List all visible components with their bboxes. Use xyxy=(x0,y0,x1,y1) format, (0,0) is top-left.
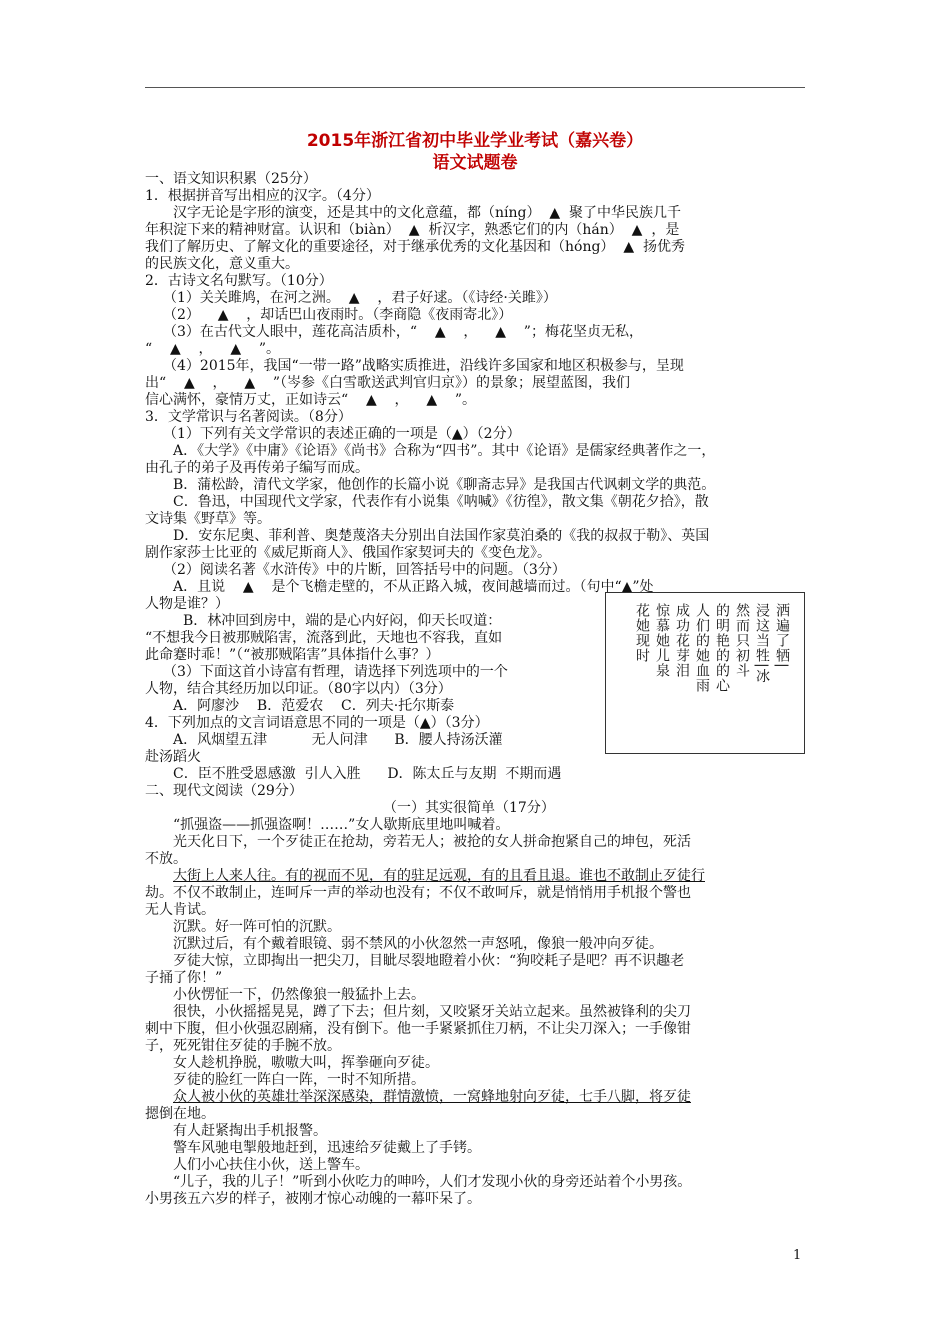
text-line: 年积淀下来的精神财富。认识和（biàn） ▲ 析汉字，熟悉它们的内（hán） ▲ ，是 xyxy=(145,222,680,238)
poem-column: 的明艳的的心 xyxy=(714,603,730,693)
text-line: 的民族文化，意义重大。 xyxy=(145,256,299,272)
text-line: 无人肯试。 xyxy=(145,902,215,918)
text-line: 沉默。好一阵可怕的沉默。 xyxy=(173,919,341,935)
text-line: 沉默过后，有个戴着眼镜、弱不禁风的小伙忽然一声怒吼，像狼一般冲向歹徒。 xyxy=(173,936,663,952)
text-line: 由孔子的弟子及再传弟子编写而成。 xyxy=(145,460,369,476)
poem-column: 人们的她血雨 xyxy=(694,603,710,693)
header-rule xyxy=(145,87,805,88)
text-line: “不想我今日被那贼陷害，流落到此，天地也不容我，直如 xyxy=(145,630,503,646)
text-line: “抓强盗——抓强盗啊！……”女人歇斯底里地叫喊着。 xyxy=(173,817,510,833)
underlined-line: 众人被小伙的英雄壮举深深感染，群情激愤，一窝蜂地射向歹徒，七手八脚，将歹徒 xyxy=(173,1089,691,1105)
question-4: 4．下列加点的文言词语意思不同的一项是（▲）（3分） xyxy=(145,715,489,731)
text-line: 信心满怀，豪情万丈，正如诗云“ ▲ ， ▲ ”。 xyxy=(145,392,477,408)
text-line: 文诗集《野草》等。 xyxy=(145,511,271,527)
question-1: 1．根据拼音写出相应的汉字。（4分） xyxy=(145,188,380,204)
text-line: A．且说 ▲ 是个飞檐走壁的，不从正路入城，夜间越墙而过。（句中“▲”处 xyxy=(173,579,654,595)
text-line: A．风烟望五津 无人问津 B．腰人持汤沃灌 xyxy=(173,732,503,748)
text-line: 剧作家莎士比亚的《威尼斯商人》、俄国作家契诃夫的《变色龙》。 xyxy=(145,545,551,561)
text-line: 劫。不仅不敢制止，连呵斥一声的举动也没有；不仅不敢呵斥，就是悄悄用手机报个警也 xyxy=(145,885,691,901)
underlined-line: 大街上人来人往。有的视而不见，有的驻足远观，有的且看且退。谁也不敢制止歹徒行 xyxy=(173,868,705,884)
page-number: 1 xyxy=(793,1248,802,1263)
option-b: B．蒲松龄，清代文学家，他创作的长篇小说《聊斋志异》是我国古代讽刺文学的典范。 xyxy=(173,477,716,493)
text-line: 出“ ▲ ， ▲ ”（岑参《白雪歌送武判官归京》）的景象；展望蓝图，我们 xyxy=(145,375,631,391)
text-line: B．林冲回到房中，端的是心内好闷，仰天长叹道： xyxy=(183,613,502,629)
text-line: 光天化日下，一个歹徒正在抢劫，旁若无人；被抢的女人拼命抱紧自己的坤包，死活 xyxy=(173,834,691,850)
text-line: （4）2015年，我国“一带一路”战略实质推进，沿线许多国家和地区积极参与，呈现 xyxy=(163,358,684,374)
section-heading: 二、现代文阅读（29分） xyxy=(145,783,303,799)
exam-title: 2015年浙江省初中毕业学业考试（嘉兴卷） xyxy=(306,131,644,151)
text-line: 刺中下腹，但小伙强忍剧痛，没有倒下。他一手紧紧抓住刀柄，不让尖刀深入；一手像钳 xyxy=(145,1021,691,1037)
text-line: （1）下列有关文学常识的表述正确的一项是（▲）（2分） xyxy=(163,426,521,442)
text-line: 女人趁机挣脱，嗷嗷大叫，挥拳砸向歹徒。 xyxy=(173,1055,439,1071)
text-line: 小伙愣怔一下，仍然像狼一般猛扑上去。 xyxy=(173,987,425,1003)
text-line: A．阿廖沙 B．范爱农 C．列夫·托尔斯泰 xyxy=(173,698,455,714)
text-line: （3）下面这首小诗富有哲理，请选择下列选项中的一个 xyxy=(163,664,508,680)
text-line: 此命蹇时乖！”（“被那贼陷害”具体指什么事？） xyxy=(145,647,440,663)
text-line: 歹徒大惊，立即掏出一把尖刀，目眦尽裂地瞪着小伙：“狗咬耗子是吧？再不识趣老 xyxy=(173,953,685,969)
question-3: 3．文学常识与名著阅读。（8分） xyxy=(145,409,352,425)
poem-column: 花她现时 xyxy=(634,603,650,663)
text-line: （3）在古代文人眼中，莲花高洁质朴，“ ▲ ， ▲ ”；梅花坚贞无私， xyxy=(163,324,643,340)
text-line: 小男孩五六岁的样子，被刚才惊心动魄的一幕吓呆了。 xyxy=(145,1191,481,1207)
text-line: C．臣不胜受恩感激 引人入胜 D．陈太丘与友期 不期而遇 xyxy=(173,766,562,782)
text-line: 子，死死钳住歹徒的手腕不放。 xyxy=(145,1038,341,1054)
option-a: A．《大学》《中庸》《论语》《尚书》合称为“四书”。其中《论语》是儒家经典著作之一， xyxy=(173,443,716,459)
text-line: 我们了解历史、了解文化的重要途径，对于继承优秀的文化基因和（hóng） ▲ 扬优秀 xyxy=(145,239,685,255)
poem-column: 然而只初斗 xyxy=(734,603,750,678)
question-2: 2．古诗文名句默写。（10分） xyxy=(145,273,333,289)
text-line: 人们小心扶住小伙，送上警车。 xyxy=(173,1157,369,1173)
text-line: 摁倒在地。 xyxy=(145,1106,215,1122)
text-line: 警车风驰电掣般地赶到，迅速给歹徒戴上了手铐。 xyxy=(173,1140,481,1156)
text-line: 歹徒的脸红一阵白一阵，一时不知所措。 xyxy=(173,1072,425,1088)
text-line: “ ▲ ， ▲ ”。 xyxy=(145,341,281,357)
text-line: 子捅了你！” xyxy=(145,970,223,986)
text-line: 不放。 xyxy=(145,851,187,867)
text-line: 人物，结合其经历加以印证。（80字以内）（3分） xyxy=(145,681,452,697)
section-heading: 一、语文知识积累（25分） xyxy=(145,171,317,187)
option-d: D．安东尼奥、菲利普、奥楚蔑洛夫分别出自法国作家莫泊桑的《我的叔叔于勒》、英国 xyxy=(173,528,710,544)
text-line: （2）阅读名著《水浒传》中的片断，回答括号中的问题。（3分） xyxy=(163,562,566,578)
exam-subtitle: 语文试题卷 xyxy=(432,153,518,173)
poem-column: 成功花芽泪 xyxy=(674,603,690,678)
text-line: “儿子，我的儿子！”听到小伙吃力的呻吟，人们才发现小伙的身旁还站着个小男孩。 xyxy=(173,1174,692,1190)
poem-box xyxy=(605,592,805,754)
poem-column: 惊慕她儿泉 xyxy=(654,603,670,678)
text-line: 有人赶紧掏出手机报警。 xyxy=(173,1123,327,1139)
text-line: 人物是谁？） xyxy=(145,596,229,612)
text-line: （1）关关雎鸠，在河之洲。 ▲ ，君子好逑。（《诗经·关雎》） xyxy=(163,290,557,306)
option-c: C．鲁迅，中国现代文学家，代表作有小说集《呐喊》《彷徨》，散文集《朝花夕拾》，散 xyxy=(173,494,709,510)
passage-title: （一）其实很简单（17分） xyxy=(383,800,555,816)
text-line: 汉字无论是字形的演变，还是其中的文化意蕴，都（níng） ▲ 聚了中华民族几千 xyxy=(173,205,682,221)
text-line: 很快，小伙摇摇晃晃，蹲了下去；但片刻，又咬紧牙关站立起来。虽然被锋利的尖刀 xyxy=(173,1004,691,1020)
poem-column: 浸这当牲|冰 xyxy=(754,603,770,684)
text-line: 赴汤蹈火 xyxy=(145,749,201,765)
text-line: （2） ▲ ，却话巴山夜雨时。（李商隐《夜雨寄北》） xyxy=(163,307,513,323)
poem-column: 洒遍了牺| xyxy=(774,603,790,669)
